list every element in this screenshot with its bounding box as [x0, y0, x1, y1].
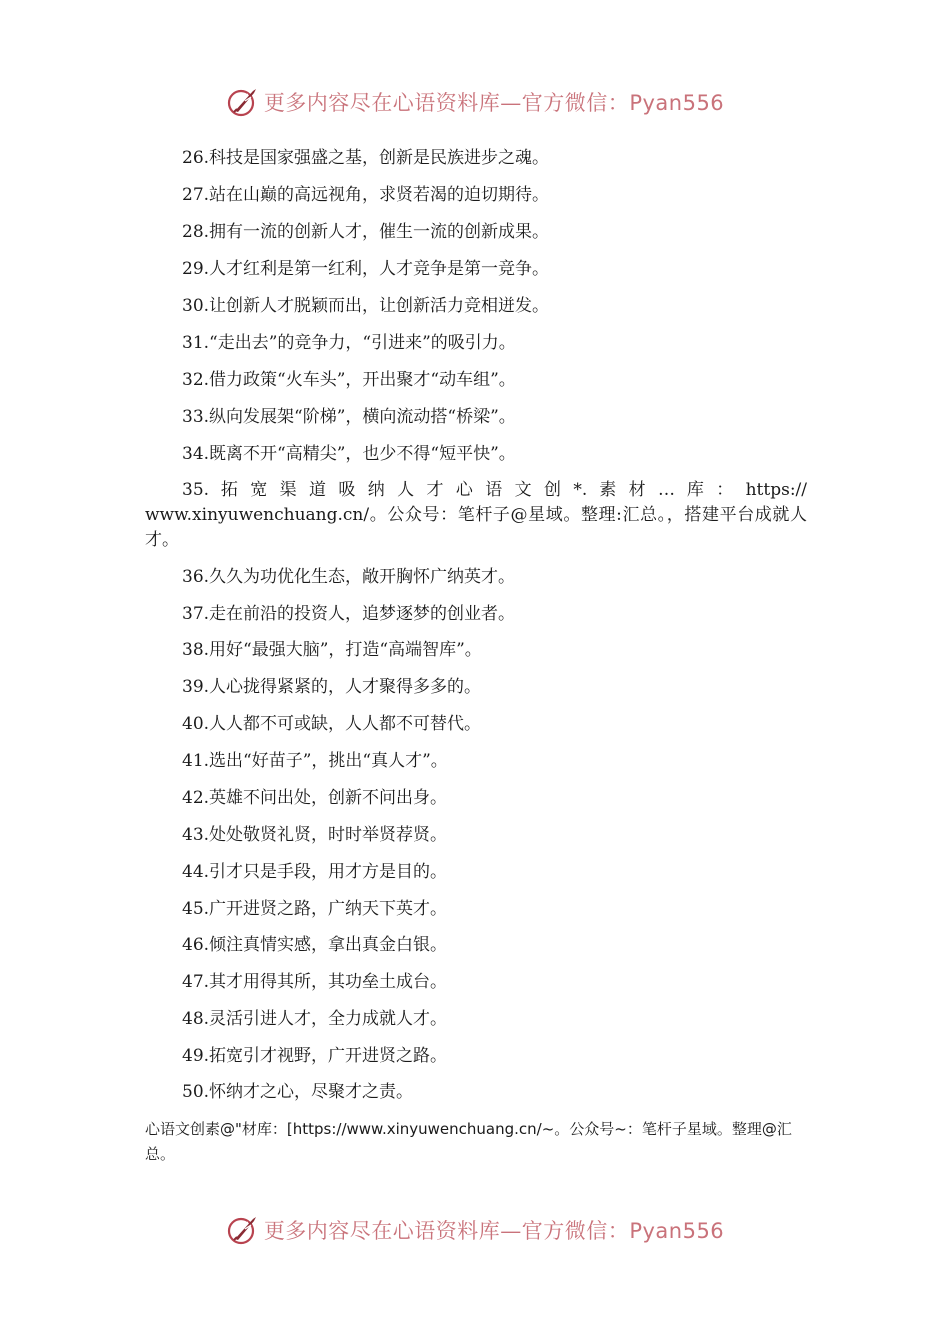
list-item: 46.倾注真情实感，拿出真金白银。	[182, 935, 448, 955]
quill-logo-icon	[226, 1213, 260, 1247]
list-item: 41.选出“好苗子”，挑出“真人才”。	[182, 751, 448, 771]
list-item: 43.处处敬贤礼贤，时时举贤荐贤。	[182, 825, 448, 845]
list-item: 44.引才只是手段，用才方是目的。	[182, 862, 448, 882]
list-item: 39.人心拢得紧紧的，人才聚得多多的。	[182, 677, 482, 697]
source-note: 心语文创素@"材库：[https://www.xinyuwenchuang.cn/~。公众号~：笔杆子星域。整理@汇总。	[145, 1120, 792, 1163]
wechat-id: Pyan556	[629, 1219, 725, 1243]
banner-text: 更多内容尽在心语资料库—官方微信：Pyan556	[263, 91, 725, 115]
list-item: 49.拓宽引才视野，广开进贤之路。	[182, 1046, 448, 1066]
list-item: 48.灵活引进人才，全力成就人才。	[182, 1009, 448, 1029]
quill-logo-icon	[226, 85, 260, 119]
list-item: 47.其才用得其所，其功垒土成台。	[182, 972, 448, 992]
list-item: 42.英雄不问出处，创新不问出身。	[182, 788, 448, 808]
list-item: 34.既离不开“高精尖”，也少不得“短平快”。	[182, 444, 516, 464]
list-item: 37.走在前沿的投资人，追梦逐梦的创业者。	[182, 604, 516, 624]
banner-text: 更多内容尽在心语资料库—官方微信：Pyan556	[263, 1219, 725, 1243]
list-item: 36.久久为功优化生态，敞开胸怀广纳英才。	[182, 567, 516, 587]
list-item: 32.借力政策“火车头”，开出聚才“动车组”。	[182, 370, 516, 390]
list-item: 27.站在山巅的高远视角，求贤若渴的迫切期待。	[182, 185, 550, 205]
list-item: 33.纵向发展架“阶梯”，横向流动搭“桥梁”。	[182, 407, 516, 427]
list-item: 26.科技是国家强盛之基，创新是民族进步之魂。	[182, 148, 550, 168]
list-item: 28.拥有一流的创新人才，催生一流的创新成果。	[182, 222, 550, 242]
header-banner	[0, 82, 950, 122]
list-item: 30.让创新人才脱颖而出，让创新活力竞相迸发。	[182, 296, 550, 316]
list-item: 29.人才红利是第一红利，人才竞争是第一竞争。	[182, 259, 550, 279]
list-item: 40.人人都不可或缺，人人都不可替代。	[182, 714, 482, 734]
list-item: 31.“走出去”的竞争力，“引进来”的吸引力。	[182, 333, 516, 353]
list-item-35-paragraph: 35. 拓 宽 渠 道 吸 纳 人 才 心 语 文 创 *. 素 材 … 库 ： https:// www.xinyuwenchuang.cn/。公众号：笔杆子@星域。整理:汇总。，搭建平台成就人才。	[145, 480, 807, 550]
list-item: 38.用好“最强大脑”，打造“高端智库”。	[182, 640, 482, 660]
wechat-id: Pyan556	[629, 91, 725, 115]
list-item: 45.广开进贤之路，广纳天下英才。	[182, 899, 448, 919]
footer-banner	[0, 1210, 950, 1250]
list-item: 50.怀纳才之心，尽聚才之责。	[182, 1082, 414, 1102]
